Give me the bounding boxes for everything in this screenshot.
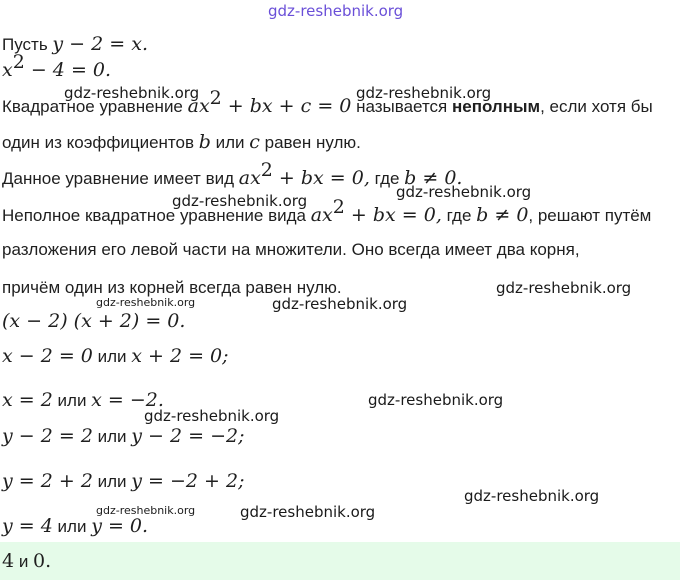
text: Квадратное уравнение bbox=[2, 97, 188, 116]
solution-line-y-sums bbox=[2, 469, 245, 494]
formula: ax bbox=[238, 167, 261, 189]
text: или bbox=[92, 347, 132, 366]
text: , решают путём bbox=[528, 206, 652, 225]
text: , если хотя бы bbox=[540, 97, 653, 116]
text: или bbox=[210, 133, 250, 152]
exponent: 2 bbox=[12, 51, 25, 73]
formula: + bx + c = 0 bbox=[221, 95, 352, 117]
formula: x bbox=[2, 59, 13, 81]
solution-line-x-roots bbox=[2, 388, 164, 413]
solution-line-factored bbox=[2, 309, 185, 334]
solution-line-definition-cont bbox=[2, 130, 361, 155]
text: или bbox=[92, 427, 132, 446]
answer-line bbox=[2, 549, 51, 574]
text: или bbox=[52, 517, 92, 536]
text: называется bbox=[351, 97, 452, 116]
formula: y = 4 bbox=[2, 515, 53, 537]
solution-line-rule-cont bbox=[2, 238, 580, 262]
formula: y = 2 + 2 bbox=[2, 470, 93, 492]
text: Пусть bbox=[2, 35, 53, 54]
formula: ax bbox=[187, 95, 210, 117]
formula: 4 bbox=[2, 550, 15, 572]
formula: (x − 2) (x + 2) = 0. bbox=[2, 310, 186, 332]
text: Данное уравнение имеет вид bbox=[2, 169, 239, 188]
formula: b bbox=[198, 131, 211, 153]
solution-line-equation bbox=[2, 51, 112, 83]
watermark: gdz-reshebnik.org bbox=[356, 84, 492, 102]
formula: b ≠ 0 bbox=[476, 204, 529, 226]
formula: y = 0. bbox=[91, 515, 149, 537]
formula: x = 2 bbox=[2, 389, 53, 411]
solution-line-cases bbox=[2, 344, 229, 369]
watermark: gdz-reshebnik.org bbox=[96, 296, 196, 309]
exponent: 2 bbox=[260, 159, 273, 181]
formula: ax bbox=[310, 204, 333, 226]
watermark: gdz-reshebnik.org bbox=[396, 183, 532, 201]
watermark: gdz-reshebnik.org bbox=[268, 2, 404, 20]
watermark: gdz-reshebnik.org bbox=[496, 279, 632, 297]
text: или bbox=[92, 472, 132, 491]
formula: + bx = 0, bbox=[272, 167, 370, 189]
bold-term: неполным bbox=[451, 97, 541, 116]
watermark: gdz-reshebnik.org bbox=[464, 487, 600, 505]
watermark: gdz-reshebnik.org bbox=[96, 504, 196, 517]
answer-box bbox=[0, 542, 680, 580]
formula: y = −2 + 2; bbox=[131, 470, 245, 492]
text: где bbox=[441, 206, 477, 225]
text: где bbox=[369, 169, 405, 188]
solution-line-form bbox=[2, 159, 463, 191]
formula: c bbox=[249, 131, 260, 153]
watermark: gdz-reshebnik.org bbox=[144, 407, 280, 425]
formula: x = −2. bbox=[91, 389, 164, 411]
exponent: 2 bbox=[209, 87, 222, 109]
formula: y − 2 = −2; bbox=[131, 425, 245, 447]
formula: − 4 = 0. bbox=[24, 59, 112, 81]
watermark: gdz-reshebnik.org bbox=[272, 295, 408, 313]
formula: 0. bbox=[33, 550, 52, 572]
text: и bbox=[14, 552, 34, 571]
formula: y − 2 = 2 bbox=[2, 425, 93, 447]
text: равен нулю. bbox=[259, 133, 361, 152]
watermark: gdz-reshebnik.org bbox=[368, 391, 504, 409]
text: Неполное квадратное уравнение вида bbox=[2, 206, 311, 225]
watermark: gdz-reshebnik.org bbox=[240, 503, 376, 521]
text: причём один из корней всегда равен нулю. bbox=[2, 278, 342, 297]
solution-line-y-roots bbox=[2, 514, 148, 539]
formula: x + 2 = 0; bbox=[131, 345, 229, 367]
formula: + bx = 0, bbox=[344, 204, 442, 226]
watermark: gdz-reshebnik.org bbox=[172, 192, 308, 210]
text: или bbox=[52, 391, 92, 410]
formula: b ≠ 0. bbox=[404, 167, 463, 189]
text: разложения его левой части на множители. Оно всегда имеет два корня, bbox=[2, 240, 580, 259]
exponent: 2 bbox=[332, 196, 345, 218]
text: один из коэффициентов bbox=[2, 133, 199, 152]
formula: y − 2 = x. bbox=[52, 33, 148, 55]
watermark: gdz-reshebnik.org bbox=[64, 84, 200, 102]
formula: x − 2 = 0 bbox=[2, 345, 93, 367]
solution-line-y-cases bbox=[2, 424, 245, 449]
